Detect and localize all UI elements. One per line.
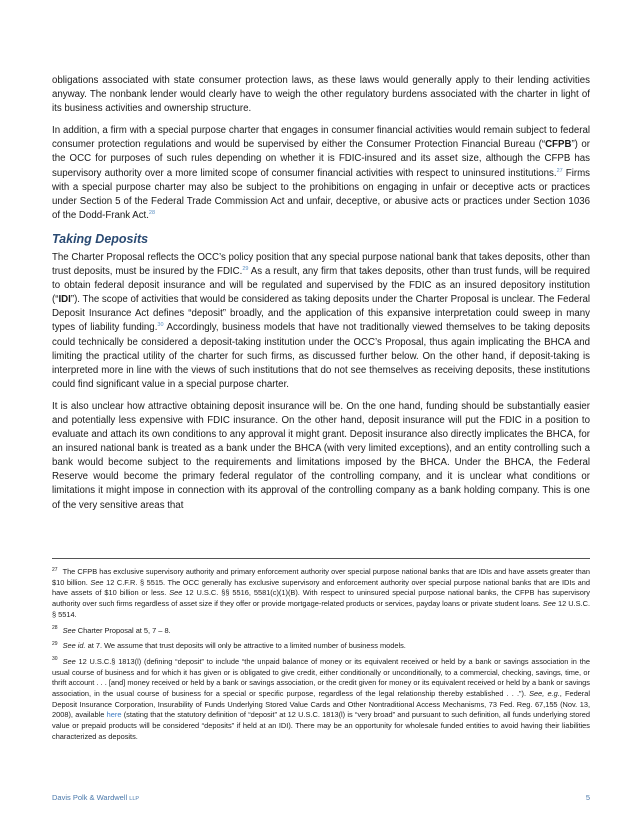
paragraph-1: obligations associated with state consumer protection laws, as these laws would generally apply to their lending activities anyway. The nonbank lender would clearly have to weigh the other regulatory burdens associated with the charter in light of its business activities and ownership structure. <box>52 75 590 115</box>
footnote-ref-27[interactable]: 27 <box>556 167 563 174</box>
footnote-divider <box>52 558 590 559</box>
here-link[interactable]: here <box>106 710 122 720</box>
footnote-ref-28[interactable]: 28 <box>148 209 156 216</box>
footnote-ref-30[interactable]: 30 <box>157 322 164 329</box>
defined-term-idi: IDI <box>58 294 71 306</box>
paragraph-3: The Charter Proposal reflects the OCC’s policy position that any special purpose national bank that takes deposits, other than trust deposits, must be insured by the FDIC.$^{29}$ As a result, any firm that takes deposits, other than trust funds, will be required to obtain federal deposit insurance and will be regulated and supervised by the FDIC as an insured depository institution (“IDI”). The scope of activities that would be considered as taking deposits under the Charter Proposal is unclear. The Federal Deposit Insurance Act defines “deposit” broadly, and the application of this expansive interpretation could sweep in many types of liability funding.$^{30}$ Accordingly, business models that have not traditionally viewed themselves to be taking deposits could technically be considered a deposit-taking institution under the OCC’s Proposal, thus again implicating the BHCA and limiting the practical utility of the charter for such firms, as discussed further below. On the other hand, if deposit-taking is interpreted more in line with the views of such institutions that do not see themselves as receiving deposits, these institutions could find significant value in a special purpose charter. <box>52 251 590 390</box>
footnote-28: $^{28}$ See Charter Proposal at 5, 7 – 8. <box>52 625 171 635</box>
footnote-27: $^{27}$ The CFPB has exclusive supervisory authority and primary enforcement authority over special purpose national banks that are IDIs and have assets greater than $10 billion. See 12 C.F.R. § 5515. The OCC generally has exclusive supervisory and enforcement authority over special purpose national banks that are IDIs and have assets of $10 billion or less. See 12 U.S.C. §§ 5516, 5581(c)(1)(B). With respect to uninsured special purpose national banks, the CFPB has supervisory authority over such firms regardless of asset size if they offer or provide mortgage-related products or services, payday loans or private student loans. See 12 U.S.C. § 5514. <box>52 566 591 619</box>
footnotes <box>52 567 590 748</box>
page-number: 5 <box>585 793 590 802</box>
main-content <box>52 74 590 521</box>
firm-name: Davis Polk & Wardwell LLP <box>52 793 140 802</box>
section-heading: Taking Deposits <box>52 231 149 246</box>
paragraph-4: It is also unclear how attractive obtaining deposit insurance will be. On the one hand, funding should be substantially easier and potentially less expensive with FDIC insurance. On the other hand, deposit insurance will put the FDIC in a position to evaluate and attach its own conditions to any approval it might grant. Deposit insurance also directly implicates the BHCA, for an insured national bank is treated as a bank under the BHCA (with very limited exceptions), and an entity controlling such a bank would become subject to the requirements and limitations imposed by the BHCA. Under the BHCA, the Federal Reserve would become the primary federal regulator of the controlling company, and it is unclear what conditions or limitations it might impose in connection with its approval of the controlling company as a bank holding company. This is one of the very sensitive areas that <box>52 400 590 511</box>
footnote-29: $^{29}$ See id. at 7. We assume that trust deposits will only be attractive to a limited number of business models. <box>52 640 406 651</box>
footnote-30: $^{30}$ See 12 U.S.C.§ 1813(l) (defining “deposit” to include “the unpaid balance of money or its equivalent received or held by a bank or savings association in the usual course of business and for which it has given or is obligated to give credit, either conditionally or unconditionally, to a commercial, checking, savings, time, or thrift account . . . [and] money received or held by a bank or savings association, or the credit given for money or its equivalent received or held by a bank or savings association, in the usual course of business for a special or specific purpose, regardless of the legal relationship thereby established . . .”). See, e.g., Federal Deposit Insurance Corporation, Insurability of Funds Underlying Stored Value Cards and Other Nontraditional Access Mechanisms, 73 Fed. Reg. 67,155 (Nov. 13, 2008), available here (stating that the statutory definition of “deposit” at 12 U.S.C. 1813(l) is “very broad” and pursuant to such definition, all funds underlying stored value or prepaid products will be considered “deposits” if held at an IDI). There may be an opportunity for wholesale funded entities to avoid having their liabilities characterized as deposits. <box>52 656 591 741</box>
defined-term-cfpb: CFPB <box>545 139 572 151</box>
paragraph-2: In addition, a firm with a special purpose charter that engages in consumer financial activities would remain subject to federal consumer protection regulations and would be supervised by either the Consumer Protection Financial Bureau (“CFPB”) or the OCC for purposes of such rules depending on whether it is FDIC-insured and its asset size, although the CFPB has supervisory authority over a more limited scope of consumer financial activities with respect to uninsured institutions.$^{27}$ Firms with a special purpose charter may also be subject to the prohibitions on engaging in unfair or deceptive acts or practices under Section 5 of the Federal Trade Commission Act and unfair, deceptive, or abusive acts or practices under Section 1036 of the Dodd-Frank Act.$^{28}$ <box>52 125 590 221</box>
footnote-ref-29[interactable]: 29 <box>242 265 249 272</box>
